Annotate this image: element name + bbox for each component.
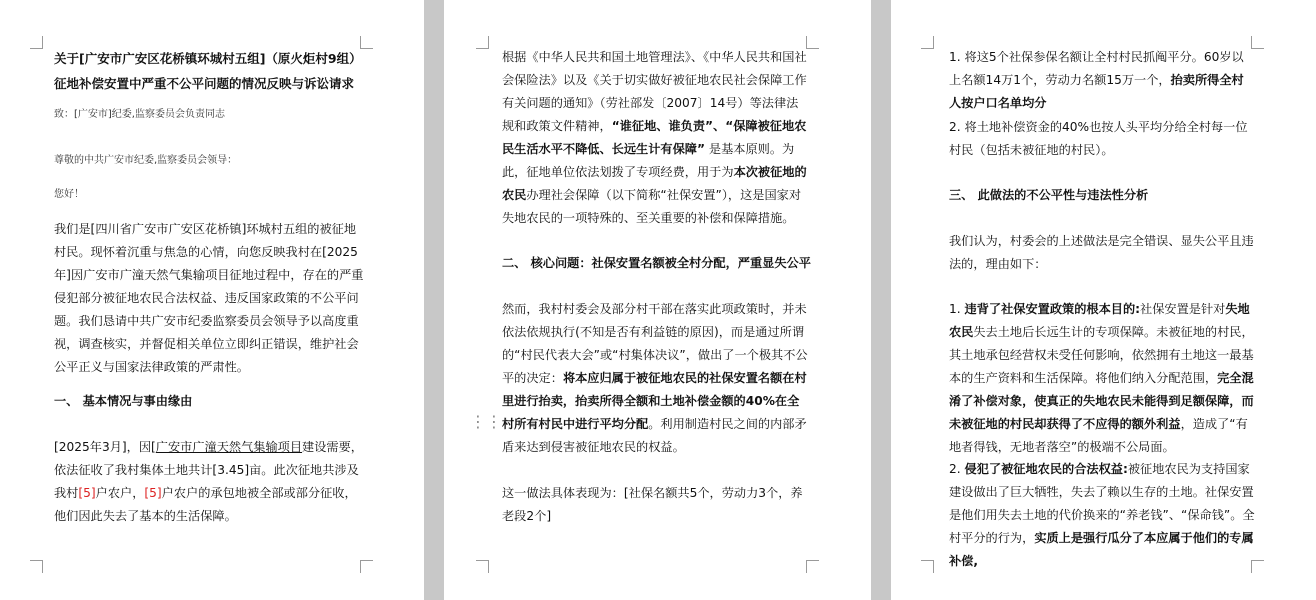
section-heading-1: 一、 基本情况与事由缘由 [54, 394, 193, 408]
crop-mark [476, 36, 489, 49]
text-run: 失去土地后长远生计的专项保障。未被征地的村民，其土地承包经营权未受任何影响，依然拥有土地这一最基本的生产资料和生活保障。将他们纳入分配范围， [949, 325, 1254, 385]
reason-heading: 侵犯了被征地农民的合法权益: [964, 462, 1128, 476]
document-page-3[interactable] [891, 0, 1316, 600]
core-issue-paragraph [502, 298, 808, 459]
decision-bold: 将本应归属于被征地农民的社保安置名额在村里进行抬卖，抬卖所得全额和土地补偿金额的40%在全村所有村民中进行平均分配 [502, 371, 807, 431]
text-run: 1. 将这5个社保参保名额让全村村民抓阄平分。60岁以上名额14万1个，劳动力名额15万一个， [949, 50, 1244, 87]
text-run: 根据《中华人民共和国土地管理法》、《中华人民共和国社会保险法》以及《关于切实做好被征地农民社会保障工作有关问题的通知》（劳社部发〔2007〕14号）等法律法规和政策文件精神， [502, 50, 807, 133]
recipient-line: 致：[广安市]纪委,监察委员会负责同志 [54, 109, 225, 120]
text-bold: 失地农民 [949, 302, 1250, 339]
crop-mark [921, 560, 934, 573]
text-run: 2. [949, 462, 965, 476]
page-gap-left [424, 0, 444, 600]
specifics-paragraph: 这一做法具体表现为：[社保名额共5个，劳动力3个，养老段2个] [502, 486, 803, 523]
text-run: 建设需要，依法征收了我村集体土地共计[3.45]亩。此次征地共涉及我村 [54, 440, 363, 500]
list-item-bold: 抬卖所得全村人按户口名单均分 [949, 73, 1244, 110]
list-item-1 [949, 46, 1255, 115]
principle-bold: “谁征地、谁负责”、“保障被征地农民生活水平不降低、长远生计有保障” [502, 119, 807, 156]
crop-mark [921, 36, 934, 49]
text-run: 是基本原则。为此，征地单位依法划拨了专项经费，用于为 [502, 142, 795, 179]
text-run: 被征地农民为支持国家建设做出了巨大牺牲，失去了赖以生存的土地。社保安置是他们用失去土地的代价换来的“养老钱”、“保命钱”。全村平分的行为， [949, 462, 1255, 545]
text-run: 然而，我村村委会及部分村干部在落实此项政策时，并未依法依规执行(不知是否有利益链的原因)，而是通过所谓的“村民代表大会”或“村集体决议”，做出了一个极其不公平的决定： [502, 302, 808, 385]
document-page-2[interactable] [444, 0, 871, 600]
target-bold: 本次被征地的农民 [502, 165, 807, 202]
section-heading-3: 三、 此做法的不公平性与违法性分析 [949, 188, 1149, 202]
crop-mark [360, 560, 373, 573]
crop-mark [476, 560, 489, 573]
crop-mark [30, 36, 43, 49]
reason-heading: 违背了社保安置政策的根本目的: [964, 302, 1141, 316]
salutation: 尊敬的中共广安市纪委,监察委员会领导： [54, 155, 238, 166]
section-heading-2: 二、 核心问题：社保安置名额被全村分配，严重显失公平 [502, 256, 811, 270]
text-run: 社保安置是针对 [1140, 302, 1226, 316]
document-page-1[interactable] [0, 0, 424, 600]
legal-basis-paragraph [502, 46, 808, 230]
text-run: 户农户的承包地被全部或部分征收，他们因此失去了基本的生活保障。 [54, 486, 357, 523]
text-run: 。利用制造村民之间的内部矛盾来达到侵害被征地农民的权益。 [502, 417, 807, 454]
list-item-2: 2. 将土地补偿资金的40%也按人头平均分给全村每一位村民（包括未被征地的村民）。 [949, 120, 1248, 157]
text-run: [2025年3月]，因[ [54, 440, 156, 454]
household-count-red: [5] [144, 486, 162, 500]
project-name-underlined: 广安市广潼天然气集输项目 [155, 440, 303, 454]
page-gap-right [871, 0, 891, 600]
text-run: 1. [949, 302, 965, 316]
section-1-paragraph [54, 436, 364, 528]
drag-handle-icon[interactable]: ⋮⋮ [470, 412, 502, 431]
reason-1 [949, 298, 1255, 459]
intro-paragraph: 我们是[四川省广安市广安区花桥镇]环城村五组的被征地村民。现怀着沉重与焦急的心情，向您反映我村在[2025年]因广安市广潼天然气集输项目征地过程中，存在的严重侵犯部分被征地农民合法权益、违反国家政策的不公平问题。我们恳请中共广安市纪委监察委员会领导予以高度重视，调查核实，并督促相关单位立即纠正错误，维护社会公平正义与国家法律政策的严肃性。 [54, 222, 364, 374]
crop-mark [30, 560, 43, 573]
text-bold: 实质上是强行瓜分了本应属于他们的专属补偿, [949, 531, 1254, 568]
document-title: 关于[广安市广安区花桥镇环城村五组]（原火炬村9组）征地补偿安置中严重不公平问题的情况反映与诉讼请求 [54, 51, 362, 91]
household-count-red: [5] [78, 486, 96, 500]
reason-2 [949, 458, 1255, 573]
text-run: 户农户， [95, 486, 145, 500]
analysis-intro: 我们认为，村委会的上述做法是完全错误、显失公平且违法的，理由如下： [949, 234, 1254, 271]
crop-mark [806, 560, 819, 573]
greeting: 您好！ [54, 189, 84, 200]
text-run: ，造成了“有地者得钱，无地者落空”的极端不公局面。 [949, 417, 1248, 454]
text-bold: 完全混淆了补偿对象，使真正的失地农民未能得到足额保障，而未被征地的村民却获得了不应得的额外利益 [949, 371, 1254, 431]
text-run: 办理社会保障（以下简称“社保安置”），这是国家对失地农民的一项特殊的、至关重要的补偿和保障措施。 [502, 188, 802, 225]
